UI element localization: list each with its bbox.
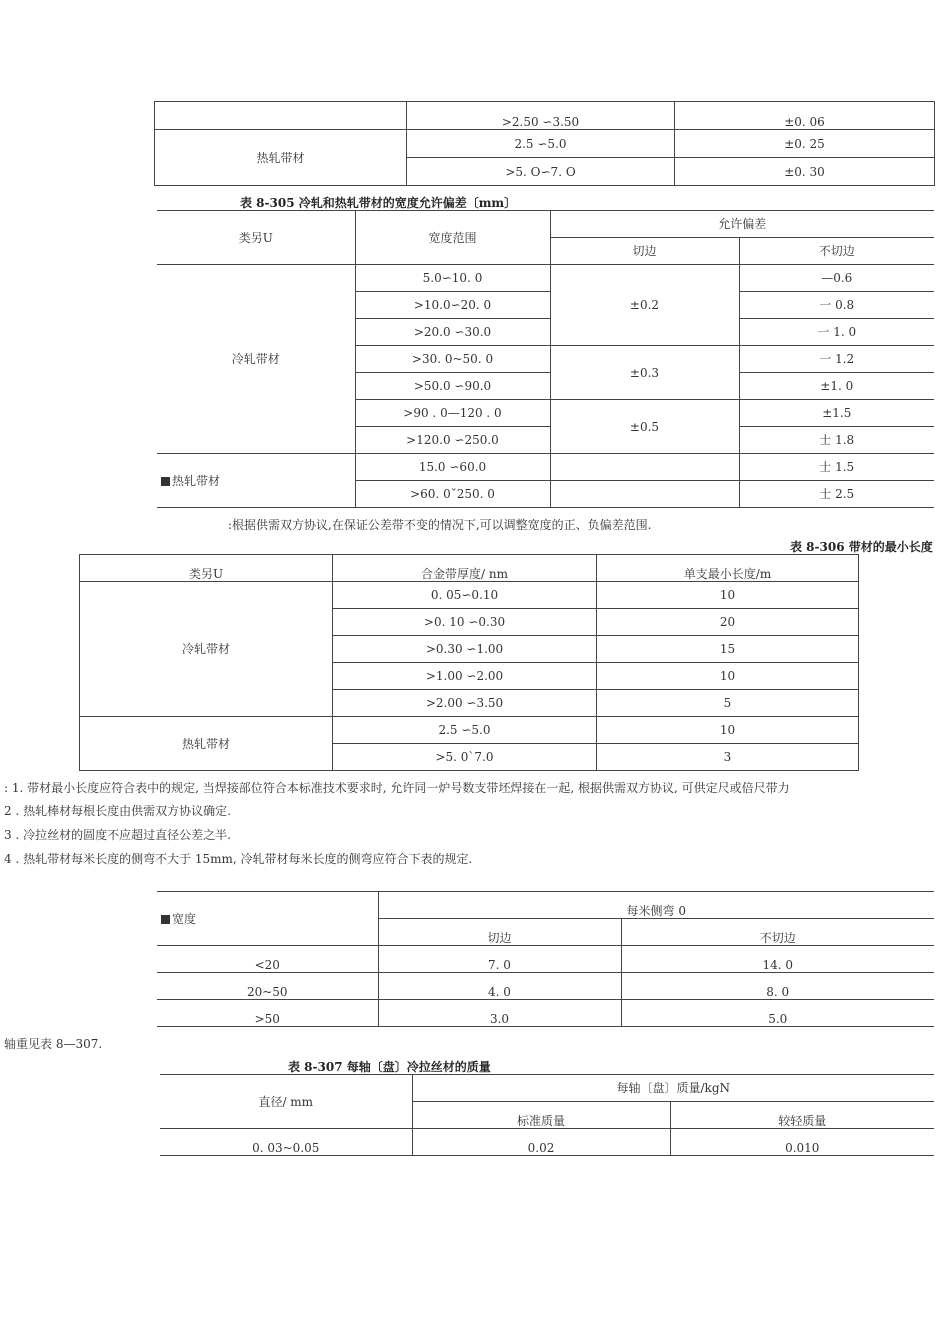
table-cell: 20 [597, 609, 859, 636]
top-table [154, 101, 935, 186]
cut-group: ±0.5 [550, 400, 739, 454]
note-3: 3 . 冷拉丝材的圆度不应超过直径公差之半. [4, 828, 231, 842]
header-standard: 标准质量 [412, 1102, 670, 1129]
cut-group: ±0.3 [550, 346, 739, 400]
table-cell: 0. 05∽0.10 [333, 582, 597, 609]
table-307-caption: 表 8-307 每轴〔盘〕冷拉丝材的质量 [288, 1060, 491, 1074]
table-cell: >0.30 ∽1.00 [333, 636, 597, 663]
table-cell: >50 [157, 1000, 378, 1027]
table-cell: 0. 03~0.05 [160, 1129, 412, 1156]
table-cell [155, 102, 407, 130]
table-cell: 2.5 ∽5.0 [407, 130, 675, 158]
table-cell: >5. 0ˋ7.0 [333, 744, 597, 771]
header-uncut: 不切边 [739, 238, 934, 265]
table-cell: 20~50 [157, 973, 378, 1000]
header-category: 类另U [157, 211, 355, 265]
header-category: 类另U [80, 555, 333, 582]
table-305-caption: 表 8-305 冷轧和热轧带材的宽度允许偏差〔mm〕 [240, 196, 517, 210]
header-thickness: 合金带厚度/ nm [333, 555, 597, 582]
table-307 [160, 1074, 934, 1156]
table-cell: 一 1. 0 [739, 319, 934, 346]
table-cell: 4. 0 [378, 973, 621, 1000]
table-cell: 10 [597, 663, 859, 690]
note-axis: 轴重见表 8—307. [4, 1037, 103, 1051]
table-cell: 10 [597, 582, 859, 609]
table-306-caption: 表 8-306 带材的最小长度 [790, 540, 933, 554]
table-cell: 士 1.5 [739, 454, 934, 481]
table-cell: 15.0 ∽60.0 [355, 454, 550, 481]
table-cell: 8. 0 [621, 973, 934, 1000]
header-mass: 每轴〔盘〕质量/kgN [412, 1075, 934, 1102]
table-cell: >30. 0~50. 0 [355, 346, 550, 373]
table-cell: >1.00 ∽2.00 [333, 663, 597, 690]
table-cell: >60. 0ˇ250. 0 [355, 481, 550, 508]
table-cell: 热轧带材 [155, 130, 407, 186]
table-cell: >2.50 ∽3.50 [407, 102, 675, 130]
table-305-note: :根据供需双方协议,在保证公差带不变的情况下,可以调整宽度的正、负偏差范围. [228, 518, 652, 532]
table-306 [79, 554, 859, 771]
table-cell: 5.0 [621, 1000, 934, 1027]
table-cell: 0.02 [412, 1129, 670, 1156]
table-cell: ±0. 06 [675, 102, 935, 130]
header-length: 单支最小长度/m [597, 555, 859, 582]
table-cell: 一 0.8 [739, 292, 934, 319]
header-cut: 切边 [550, 238, 739, 265]
table-cell: 10 [597, 717, 859, 744]
hot-label: 热轧带材 [157, 454, 355, 508]
table-cell [550, 481, 739, 508]
note-4: 4 . 热轧带材每米长度的侧弯不大于 15mm, 冷轧带材每米长度的侧弯应符合下表的规定. [4, 852, 473, 866]
table-cell: —0.6 [739, 265, 934, 292]
header-cut: 切边 [378, 919, 621, 946]
header-diameter: 直径/ mm [160, 1075, 412, 1129]
table-cell: 一 1.2 [739, 346, 934, 373]
table-cell: >5. O∽7. O [407, 158, 675, 186]
table-cell: ±1. 0 [739, 373, 934, 400]
table-cell: ±0. 30 [675, 158, 935, 186]
table-cell: 15 [597, 636, 859, 663]
cut-group: ±0.2 [550, 265, 739, 346]
table-cell: ±1.5 [739, 400, 934, 427]
table-cell: 3.0 [378, 1000, 621, 1027]
table-cell: 2.5 ∽5.0 [333, 717, 597, 744]
square-bullet-icon [161, 477, 170, 486]
note-1: : 1. 带材最小长度应符合表中的规定, 当焊接部位符合本标准技术要求时, 允许同一炉号数支带坯焊接在一起, 根据供需双方协议, 可供定尺或倍尺带力 [4, 781, 790, 795]
note-2: 2 . 热轧棒材每根长度由供需双方协议确定. [4, 804, 231, 818]
cold-label: 冷轧带材 [80, 582, 333, 717]
table-cell: >90 . 0—120 . 0 [355, 400, 550, 427]
header-bend: 每米侧弯 0 [378, 892, 934, 919]
header-width: 宽度 [157, 892, 378, 946]
header-width: 宽度范围 [355, 211, 550, 265]
table-cell: ±0. 25 [675, 130, 935, 158]
table-cell: 0.010 [670, 1129, 934, 1156]
table-cell: 5 [597, 690, 859, 717]
table-cell: 士 2.5 [739, 481, 934, 508]
table-cell: >2.00 ∽3.50 [333, 690, 597, 717]
table-cell: >120.0 ∽250.0 [355, 427, 550, 454]
table-cell: >50.0 ∽90.0 [355, 373, 550, 400]
table-cell [550, 454, 739, 481]
table-cell: 14. 0 [621, 946, 934, 973]
header-tolerance: 允许偏差 [550, 211, 934, 238]
bend-table [157, 891, 934, 1027]
square-bullet-icon [161, 915, 170, 924]
table-305 [157, 210, 934, 508]
hot-label: 热轧带材 [80, 717, 333, 771]
table-cell: >20.0 ∽30.0 [355, 319, 550, 346]
header-uncut: 不切边 [621, 919, 934, 946]
cold-label: 冷轧带材 [157, 265, 355, 454]
table-cell: 5.0∽10. 0 [355, 265, 550, 292]
table-cell: 3 [597, 744, 859, 771]
table-cell: <20 [157, 946, 378, 973]
table-cell: 7. 0 [378, 946, 621, 973]
table-cell: >0. 10 ∽0.30 [333, 609, 597, 636]
table-cell: 士 1.8 [739, 427, 934, 454]
table-cell: >10.0∽20. 0 [355, 292, 550, 319]
header-light: 较轻质量 [670, 1102, 934, 1129]
